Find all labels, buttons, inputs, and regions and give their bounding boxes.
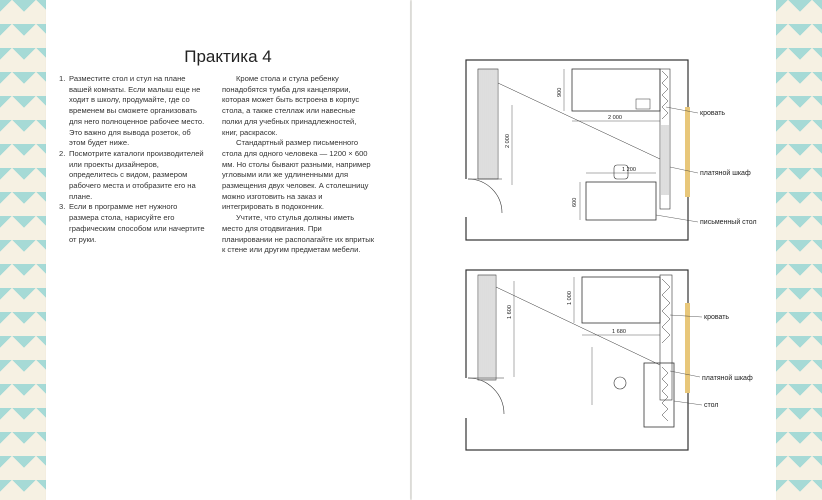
label-bed: кровать: [700, 110, 726, 117]
label-wardrobe: платяной шкаф: [700, 170, 751, 177]
desk-hatch: [662, 367, 668, 421]
bed-pillow: [636, 99, 650, 109]
dim-bed-length: 2 000: [608, 115, 622, 121]
label-bed: кровать: [704, 314, 730, 321]
page-title: Практика 4: [184, 47, 272, 66]
label-desk: письменный стол: [700, 219, 757, 226]
leader-wardrobe: [670, 167, 698, 173]
list-item: [59, 202, 209, 245]
decorative-border-right: [776, 0, 822, 500]
dim-bed-width: 1 000: [567, 291, 573, 305]
leader-bed: [666, 107, 698, 113]
label-wardrobe: платяной шкаф: [702, 375, 753, 382]
dim-bed-width: 900: [557, 87, 563, 97]
floor-plan-top: [462, 55, 762, 245]
chair: [614, 377, 626, 389]
list-text: Посмотрите каталоги производителей или проекты дизайнеров, определитесь с видом, размером рабочего места и отобразите его на плане.: [69, 148, 204, 201]
body-text: [222, 74, 374, 256]
floor-plan-bottom-drawing: [462, 265, 762, 455]
bed: [582, 277, 660, 323]
list-text: Разместите стол и стул на плане вашей комнаты. Если малыш еще не ходит в школу, продумайте, где со временем вы сможете организовать для него полноценное рабочее место. Это важно для вывода розеток, об этом будет ниже.: [69, 74, 205, 148]
dim-bed-length: 1 680: [612, 329, 626, 335]
instruction-list: [59, 74, 209, 245]
bed: [572, 69, 660, 111]
wardrobe-hatch: [662, 71, 668, 119]
dim-desk-length: 1 200: [622, 167, 636, 173]
paragraph: Учтите, что стулья должны иметь место для отодвигания. При планировании не располагайте их впритык к стене или другим предметам мебели.: [222, 213, 375, 255]
desk: [644, 363, 674, 427]
window: [685, 107, 690, 197]
floor-plan-top-drawing: [462, 55, 762, 245]
floor-plan-bottom: [462, 265, 762, 455]
room-walls: [466, 270, 688, 450]
window: [685, 303, 690, 393]
list-number: 2.: [59, 148, 66, 158]
room-walls: [466, 60, 688, 240]
list-item: [59, 149, 209, 203]
wardrobe-hatch: [662, 279, 670, 343]
list-text: Если в программе нет нужного размера стола, нарисуйте его графическим способом или начертите от руки.: [69, 202, 205, 244]
paragraph: Кроме стола и стула ребенку понадобятся тумба для канцелярии, которая может быть встроена в корпус стола, а также стеллаж или навесные полки для учебных принадлежностей, книг, раскрасок.: [222, 74, 360, 137]
page-right: [412, 0, 776, 500]
door-gap: [464, 179, 469, 217]
paragraph: Стандартный размер письменного стола для одного человека — 1200 × 600 мм. Но столы бывают разными, например угловыми или же удлиненными для размещения двух человек. А столешницу можно изготовить на заказ и интегрировать в подоконник.: [222, 138, 371, 212]
door-swing: [468, 378, 504, 414]
wardrobe: [660, 275, 672, 400]
list-number: 3.: [59, 202, 66, 212]
dim-room-length: 1 600: [507, 305, 513, 319]
door-gap: [464, 378, 469, 418]
bookshelf-hatch: [478, 275, 496, 380]
door-swing: [468, 179, 502, 213]
dim-room-length: 2 000: [505, 134, 511, 148]
bookshelf-hatch: [478, 69, 498, 179]
wardrobe: [660, 69, 670, 209]
diagonal-line: [496, 287, 660, 365]
label-desk: стол: [704, 402, 719, 409]
desk: [586, 182, 656, 220]
dim-desk-width: 600: [572, 197, 578, 207]
leader-desk: [656, 215, 698, 222]
list-number: 1.: [59, 74, 66, 83]
list-item: [59, 74, 209, 149]
page-left: [46, 0, 410, 500]
decorative-border-left: [0, 0, 46, 500]
